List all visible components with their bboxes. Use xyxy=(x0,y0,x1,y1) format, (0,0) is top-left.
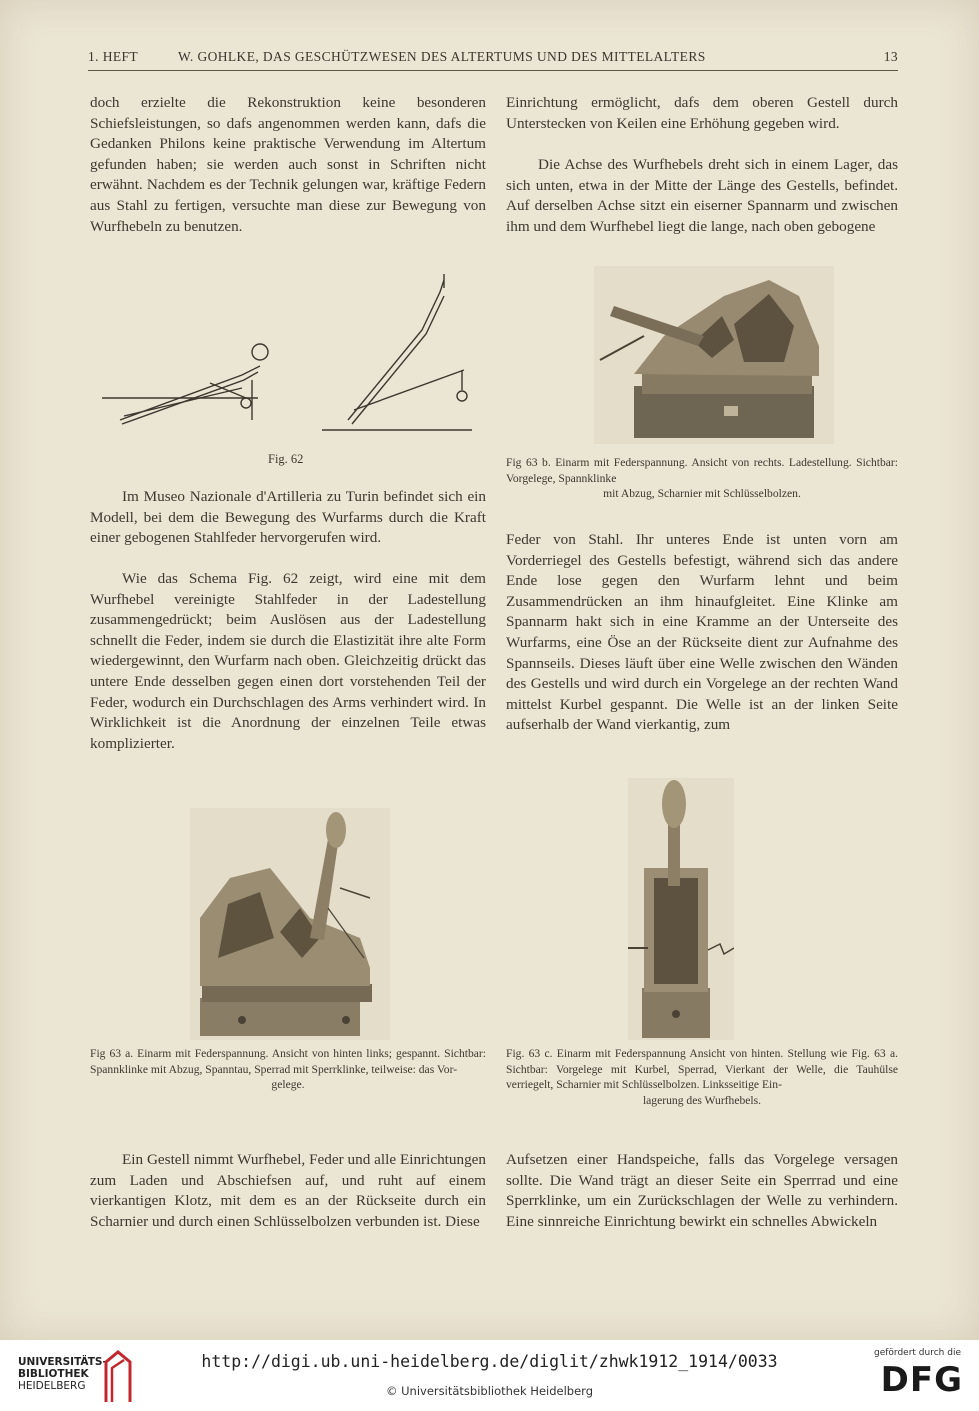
fig63a-caption-end: gelege. xyxy=(271,1078,305,1091)
library-line1: UNIVERSITÄTS- xyxy=(18,1356,107,1368)
dfg-logo: DFG xyxy=(880,1360,963,1400)
fig63c-photo xyxy=(628,778,734,1040)
issue-label: 1. HEFT xyxy=(88,49,139,64)
paragraph-col1-mid-b: Wie das Schema Fig. 62 zeigt, wird eine mit dem Wurfhebel vereinigte Stahlfeder in der Ladestellung zusammengedrückt; beim Auslösen aus der Ladestellung schnellt die Feder, indem sie durch die Elastizität ihre alte Form wiedergewinnt, den Wurfarm nach oben. Gleichzeitig drückt das untere Ende desselben gegen einen dort vorstehenden Teil der Feder, wodurch ein Durchschlagen des Arms verhindert wird. In Wirklichkeit ist die Anordnung der einzelnen Teile etwas komplizierter. xyxy=(90,570,486,752)
fig63a-photo xyxy=(190,808,390,1040)
dfg-note: gefördert durch die xyxy=(874,1348,961,1358)
library-line2: BIBLIOTHEK xyxy=(18,1368,89,1380)
fig63a-caption xyxy=(90,1046,486,1093)
paragraph-col1-top: doch erzielte die Rekonstruktion keine besonderen Schiefsleistungen, so dafs angenommen werden kann, dafs die Gedanken Philons keine praktische Verwendung im Altertum gefunden haben; sie werden auch sonst in Schriften nicht erwähnt. Nachdem es der Technik gelungen war, kräftige Federn aus Stahl zu fertigen, versuchte man diese zur Bewegung von Wurfhebeln zu benutzen. xyxy=(90,94,486,235)
paragraph-col2-bottom: Aufsetzen einer Handspeiche, falls das Vorgelege versagen sollte. Die Wand trägt an dieser Seite ein Sperrrad und eine Sperrklinke, um ein Zurückschlagen der Welle zu verhindern. Eine sinnreiche Einrichtung bewirkt ein schnelles Abwickeln xyxy=(506,1151,898,1230)
fig63a-caption-text: Fig 63 a. Einarm mit Federspannung. Ansicht von hinten links; gespannt. Sichtbar: Spannklinke mit Abzug, Spanntau, Sperrad mit Sperrklinke, teilweise: das Vor- xyxy=(90,1047,486,1076)
fig63b-caption-text: Fig 63 b. Einarm mit Federspannung. Ansicht von rechts. Ladestellung. Sichtbar: Vorgelege, Spannklinke xyxy=(506,456,898,485)
paragraph-col2-top-a: Einrichtung ermöglicht, dafs dem oberen Gestell durch Unterstecken von Keilen eine Erhöhung gegeben wird. xyxy=(506,94,898,132)
fig63a-base-block xyxy=(200,998,360,1036)
paragraph-col1-mid-a: Im Museo Nazionale d'Artilleria zu Turin befindet sich ein Modell, bei dem die Bewegung des Wurfarms durch die Kraft einer gebogenen Stahlfeder hervorgerufen wird. xyxy=(90,488,486,547)
fig62-bowl-left xyxy=(252,344,268,360)
fig62-frame-right xyxy=(354,370,464,410)
fig63c-caption xyxy=(506,1046,898,1108)
fig62-drawing xyxy=(92,270,484,440)
fig62-pivot-left xyxy=(241,398,251,408)
running-head xyxy=(88,47,898,69)
fig63b-caption xyxy=(506,455,898,502)
footer-bar xyxy=(0,1340,979,1411)
fig63c-caption-end: lagerung des Wurfhebels. xyxy=(642,1093,762,1107)
source-url-link[interactable]: http://digi.ub.uni-heidelberg.de/diglit/zhwk1912_1914/0033 xyxy=(201,1352,778,1371)
fig62-pivot-right xyxy=(457,391,467,401)
fig63b-photo xyxy=(594,266,834,444)
paragraph-col2-top-b: Die Achse des Wurfhebels dreht sich in einem Lager, das sich unten, etwa in der Mitte der Länge des Gestells, befindet. Auf derselben Achse sitzt ein eiserner Spannarm und zwischen ihm und dem Wurfhebel liegt die lange, nach oben gebogene xyxy=(506,156,898,235)
paragraph-col1-bottom: Ein Gestell nimmt Wurfhebel, Feder und alle Einrichtungen zum Laden und Abschiefsen auf, und ruht auf einem vierkantigen Klotz, mit dem es an der Rückseite durch ein Scharnier und durch einen Schlüsselbolzen verbunden ist. Diese xyxy=(90,1151,486,1230)
running-title: W. GOHLKE, DAS GESCHÜTZWESEN DES ALTERTUMS UND DES MITTELALTERS xyxy=(178,49,706,64)
header-rule xyxy=(88,70,898,71)
fig62-spring-lower xyxy=(124,388,242,416)
copyright-notice: © Universitätsbibliothek Heidelberg xyxy=(385,1384,593,1398)
paragraph-col2-mid: Feder von Stahl. Ihr unteres Ende ist unten vorn am Vorderriegel des Gestells befestigt, während sich das andere Ende lose gegen den Wurfarm lehnt und beim Zusammendrücken an ihm hinaufgleitet. Eine Klinke am Spannarm hakt sich in eine Kramme an der Unterseite des Wurfarms, eine Öse an der Rückseite dient zur Aufnahme des Spannseils. Dieses läuft über eine Welle zwischen den Wänden des Gestells und wird durch ein Vorgelege an der rechten Wand mittelst Kurbel gespannt. Die Welle ist an der linken Seite aufserhalb der Wand vierkantig, zum xyxy=(506,531,898,734)
fig63c-caption-text: Fig. 63 c. Einarm mit Federspannung Ansicht von hinten. Stellung wie Fig. 63 a. Sichtbar: Vorgelege mit Kurbel, Sperrad, Vierkant der Welle, die Tauhülse verriegelt, Scharnier mit Schlüsselbolzen. Linksseitige Ein- xyxy=(506,1047,898,1091)
fig62-arm-fired xyxy=(348,280,444,420)
page-number: 13 xyxy=(883,49,898,64)
fig63b-caption-end: mit Abzug, Scharnier mit Schlüsselbolzen. xyxy=(603,487,801,500)
fig62-label: Fig. 62 xyxy=(268,452,304,466)
library-line3: HEIDELBERG xyxy=(18,1380,86,1392)
